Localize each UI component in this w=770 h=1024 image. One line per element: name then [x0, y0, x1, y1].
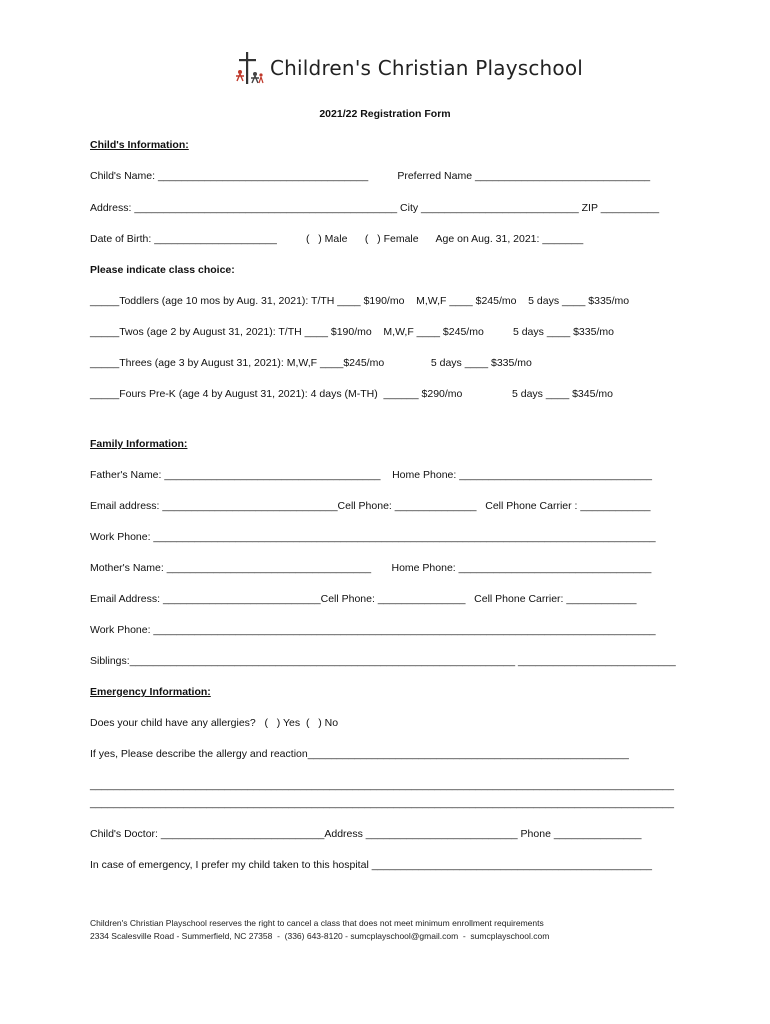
class-choice-heading: Please indicate class choice:: [90, 264, 235, 276]
class-option-toddlers[interactable]: _____Toddlers (age 10 mos by Aug. 31, 2021): T/TH ____ $190/mo M,W,F ____ $245/mo 5 days ____ $335/mo: [90, 295, 630, 307]
siblings-field[interactable]: Siblings:__________________________________________________________________ ___________________________: [90, 655, 676, 667]
mother-email-field[interactable]: Email Address: ___________________________Cell Phone: _______________ Cell Phone Carrier: ____________: [90, 593, 637, 605]
child-name-field[interactable]: Child's Name: ____________________________________ Preferred Name ______________________________: [90, 170, 651, 182]
emergency-info-heading: Emergency Information:: [90, 686, 211, 698]
allergy-blank-line[interactable]: ____________________________________________________________________________________________________: [90, 797, 674, 809]
address-field[interactable]: Address: _____________________________________________ City ___________________________ ZIP __________: [90, 202, 660, 214]
form-title: 2021/22 Registration Form: [319, 108, 451, 120]
footer-disclaimer: Children's Christian Playschool reserves the right to cancel a class that does not meet minimum enrollment requirements: [90, 918, 544, 928]
class-option-fours[interactable]: _____Fours Pre-K (age 4 by August 31, 2021): 4 days (M-TH) ______ $290/mo 5 days ____ $345/mo: [90, 388, 613, 400]
father-work-phone-field[interactable]: Work Phone: ______________________________________________________________________________________: [90, 531, 656, 543]
school-name: Children's Christian Playschool: [270, 56, 584, 80]
allergy-blank-line[interactable]: ____________________________________________________________________________________________________: [90, 779, 674, 791]
class-option-threes[interactable]: _____Threes (age 3 by August 31, 2021): M,W,F ____$245/mo 5 days ____ $335/mo: [90, 357, 532, 369]
hospital-field[interactable]: In case of emergency, I prefer my child taken to this hospital ________________________________________________: [90, 859, 652, 871]
cross-children-icon: [234, 50, 264, 86]
footer-contact: 2334 Scalesville Road - Summerfield, NC 27358 - (336) 643-8120 - sumcplayschool@gmail.com - sumcplayschool.com: [90, 931, 550, 941]
doctor-field[interactable]: Child's Doctor: ____________________________Address __________________________ Phone _______________: [90, 828, 642, 840]
allergy-description-field[interactable]: If yes, Please describe the allergy and reaction_______________________________________________________: [90, 748, 629, 760]
mother-name-field[interactable]: Mother's Name: ___________________________________ Home Phone: _________________________________: [90, 562, 652, 574]
father-name-field[interactable]: Father's Name: _____________________________________ Home Phone: _________________________________: [90, 469, 652, 481]
birth-gender-age-field[interactable]: Date of Birth: _____________________ ( ) Male ( ) Female Age on Aug. 31, 2021: _______: [90, 233, 584, 245]
family-info-heading: Family Information:: [90, 438, 188, 450]
school-logo: [234, 50, 583, 86]
child-info-heading: Child's Information:: [90, 139, 189, 151]
allergies-question[interactable]: Does your child have any allergies? ( ) Yes ( ) No: [90, 717, 339, 729]
class-option-twos[interactable]: _____Twos (age 2 by August 31, 2021): T/TH ____ $190/mo M,W,F ____ $245/mo 5 days ____ $335/mo: [90, 326, 614, 338]
father-email-field[interactable]: Email address: ______________________________Cell Phone: ______________ Cell Phone Carrier : ____________: [90, 500, 651, 512]
mother-work-phone-field[interactable]: Work Phone: ______________________________________________________________________________________: [90, 624, 656, 636]
